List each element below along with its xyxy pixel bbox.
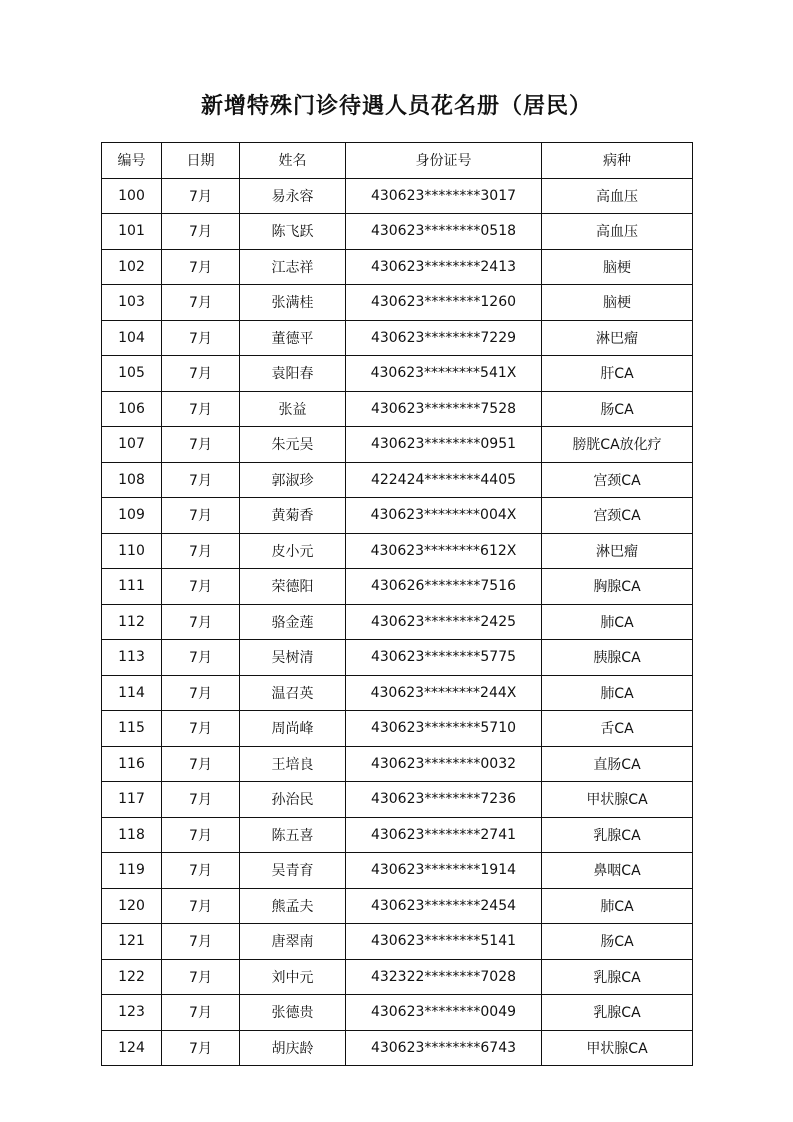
cell-name: 朱元吴	[240, 427, 346, 463]
cell-id-number: 430626********7516	[346, 569, 542, 605]
cell-disease: 宫颈CA	[542, 498, 693, 534]
cell-number: 121	[102, 924, 162, 960]
cell-id-number: 430623********541X	[346, 356, 542, 392]
cell-date: 7月	[162, 320, 240, 356]
cell-name: 袁阳春	[240, 356, 346, 392]
cell-id-number: 422424********4405	[346, 462, 542, 498]
cell-disease: 直肠CA	[542, 746, 693, 782]
cell-disease: 乳腺CA	[542, 995, 693, 1031]
cell-number: 103	[102, 285, 162, 321]
cell-disease: 肺CA	[542, 888, 693, 924]
cell-id-number: 430623********004X	[346, 498, 542, 534]
cell-number: 104	[102, 320, 162, 356]
cell-disease: 淋巴瘤	[542, 533, 693, 569]
cell-id-number: 430623********7229	[346, 320, 542, 356]
cell-date: 7月	[162, 817, 240, 853]
cell-date: 7月	[162, 711, 240, 747]
cell-id-number: 430623********612X	[346, 533, 542, 569]
cell-name: 吴青育	[240, 853, 346, 889]
cell-disease: 肺CA	[542, 604, 693, 640]
cell-disease: 膀胱CA放化疗	[542, 427, 693, 463]
cell-number: 124	[102, 1030, 162, 1066]
cell-name: 陈飞跃	[240, 214, 346, 250]
cell-number: 115	[102, 711, 162, 747]
cell-disease: 乳腺CA	[542, 817, 693, 853]
cell-date: 7月	[162, 356, 240, 392]
cell-date: 7月	[162, 533, 240, 569]
cell-disease: 宫颈CA	[542, 462, 693, 498]
cell-name: 郭淑珍	[240, 462, 346, 498]
table-row	[102, 533, 693, 569]
cell-id-number: 430623********2454	[346, 888, 542, 924]
cell-number: 108	[102, 462, 162, 498]
cell-name: 易永容	[240, 178, 346, 214]
cell-number: 100	[102, 178, 162, 214]
cell-name: 吴树清	[240, 640, 346, 676]
table-row	[102, 320, 693, 356]
cell-name: 张满桂	[240, 285, 346, 321]
cell-number: 101	[102, 214, 162, 250]
table-row	[102, 604, 693, 640]
table-row	[102, 924, 693, 960]
header-id-number: 身份证号	[346, 143, 542, 179]
cell-id-number: 432322********7028	[346, 959, 542, 995]
table-row	[102, 782, 693, 818]
cell-number: 119	[102, 853, 162, 889]
table-row	[102, 817, 693, 853]
table-row	[102, 498, 693, 534]
cell-name: 陈五喜	[240, 817, 346, 853]
cell-date: 7月	[162, 1030, 240, 1066]
cell-disease: 肺CA	[542, 675, 693, 711]
cell-id-number: 430623********1914	[346, 853, 542, 889]
cell-name: 胡庆龄	[240, 1030, 346, 1066]
cell-disease: 高血压	[542, 178, 693, 214]
cell-name: 王培良	[240, 746, 346, 782]
cell-id-number: 430623********2741	[346, 817, 542, 853]
cell-disease: 鼻咽CA	[542, 853, 693, 889]
cell-date: 7月	[162, 569, 240, 605]
table-row	[102, 356, 693, 392]
cell-date: 7月	[162, 462, 240, 498]
cell-number: 112	[102, 604, 162, 640]
cell-name: 孙治民	[240, 782, 346, 818]
cell-name: 熊孟夫	[240, 888, 346, 924]
cell-id-number: 430623********5710	[346, 711, 542, 747]
cell-name: 唐翠南	[240, 924, 346, 960]
cell-name: 董德平	[240, 320, 346, 356]
cell-id-number: 430623********3017	[346, 178, 542, 214]
cell-number: 111	[102, 569, 162, 605]
cell-disease: 肠CA	[542, 924, 693, 960]
cell-number: 113	[102, 640, 162, 676]
roster-table	[101, 142, 693, 1066]
table-row	[102, 711, 693, 747]
cell-disease: 甲状腺CA	[542, 1030, 693, 1066]
cell-name: 黄菊香	[240, 498, 346, 534]
cell-disease: 胰腺CA	[542, 640, 693, 676]
table-row	[102, 675, 693, 711]
cell-number: 107	[102, 427, 162, 463]
cell-id-number: 430623********0032	[346, 746, 542, 782]
table-row	[102, 995, 693, 1031]
cell-id-number: 430623********5775	[346, 640, 542, 676]
cell-date: 7月	[162, 888, 240, 924]
cell-date: 7月	[162, 995, 240, 1031]
cell-date: 7月	[162, 924, 240, 960]
cell-number: 120	[102, 888, 162, 924]
table-row	[102, 569, 693, 605]
cell-name: 温召英	[240, 675, 346, 711]
cell-number: 122	[102, 959, 162, 995]
header-row	[102, 143, 693, 179]
page-title: 新增特殊门诊待遇人员花名册（居民）	[200, 93, 592, 119]
table-row	[102, 249, 693, 285]
cell-number: 116	[102, 746, 162, 782]
cell-number: 110	[102, 533, 162, 569]
cell-disease: 淋巴瘤	[542, 320, 693, 356]
cell-number: 118	[102, 817, 162, 853]
cell-date: 7月	[162, 427, 240, 463]
cell-date: 7月	[162, 959, 240, 995]
table-row	[102, 888, 693, 924]
cell-disease: 高血压	[542, 214, 693, 250]
table-row	[102, 746, 693, 782]
header-name: 姓名	[240, 143, 346, 179]
cell-name: 张德贵	[240, 995, 346, 1031]
table-row	[102, 427, 693, 463]
cell-number: 117	[102, 782, 162, 818]
cell-name: 张益	[240, 391, 346, 427]
cell-id-number: 430623********0518	[346, 214, 542, 250]
cell-id-number: 430623********6743	[346, 1030, 542, 1066]
cell-number: 105	[102, 356, 162, 392]
table-row	[102, 959, 693, 995]
header-date: 日期	[162, 143, 240, 179]
cell-id-number: 430623********244X	[346, 675, 542, 711]
cell-disease: 胸腺CA	[542, 569, 693, 605]
table-row	[102, 285, 693, 321]
cell-name: 江志祥	[240, 249, 346, 285]
cell-name: 刘中元	[240, 959, 346, 995]
cell-date: 7月	[162, 214, 240, 250]
table-row	[102, 178, 693, 214]
cell-id-number: 430623********0951	[346, 427, 542, 463]
cell-date: 7月	[162, 782, 240, 818]
cell-disease: 脑梗	[542, 285, 693, 321]
cell-date: 7月	[162, 746, 240, 782]
cell-disease: 舌CA	[542, 711, 693, 747]
table-body	[102, 178, 693, 1066]
cell-name: 皮小元	[240, 533, 346, 569]
cell-date: 7月	[162, 178, 240, 214]
table-row	[102, 214, 693, 250]
table-row	[102, 391, 693, 427]
cell-name: 荣德阳	[240, 569, 346, 605]
table-row	[102, 462, 693, 498]
table-header	[102, 143, 693, 179]
cell-number: 114	[102, 675, 162, 711]
cell-number: 102	[102, 249, 162, 285]
cell-disease: 乳腺CA	[542, 959, 693, 995]
cell-date: 7月	[162, 249, 240, 285]
cell-name: 周尚峰	[240, 711, 346, 747]
table-row	[102, 640, 693, 676]
cell-date: 7月	[162, 604, 240, 640]
table-row	[102, 1030, 693, 1066]
cell-id-number: 430623********0049	[346, 995, 542, 1031]
cell-number: 106	[102, 391, 162, 427]
cell-id-number: 430623********7528	[346, 391, 542, 427]
header-disease: 病种	[542, 143, 693, 179]
cell-date: 7月	[162, 675, 240, 711]
cell-date: 7月	[162, 391, 240, 427]
cell-id-number: 430623********5141	[346, 924, 542, 960]
cell-name: 骆金莲	[240, 604, 346, 640]
cell-number: 109	[102, 498, 162, 534]
cell-disease: 肝CA	[542, 356, 693, 392]
cell-id-number: 430623********7236	[346, 782, 542, 818]
header-number: 编号	[102, 143, 162, 179]
cell-id-number: 430623********2425	[346, 604, 542, 640]
cell-number: 123	[102, 995, 162, 1031]
cell-id-number: 430623********1260	[346, 285, 542, 321]
cell-disease: 肠CA	[542, 391, 693, 427]
cell-date: 7月	[162, 498, 240, 534]
cell-disease: 脑梗	[542, 249, 693, 285]
cell-id-number: 430623********2413	[346, 249, 542, 285]
cell-disease: 甲状腺CA	[542, 782, 693, 818]
cell-date: 7月	[162, 640, 240, 676]
cell-date: 7月	[162, 285, 240, 321]
table-row	[102, 853, 693, 889]
cell-date: 7月	[162, 853, 240, 889]
